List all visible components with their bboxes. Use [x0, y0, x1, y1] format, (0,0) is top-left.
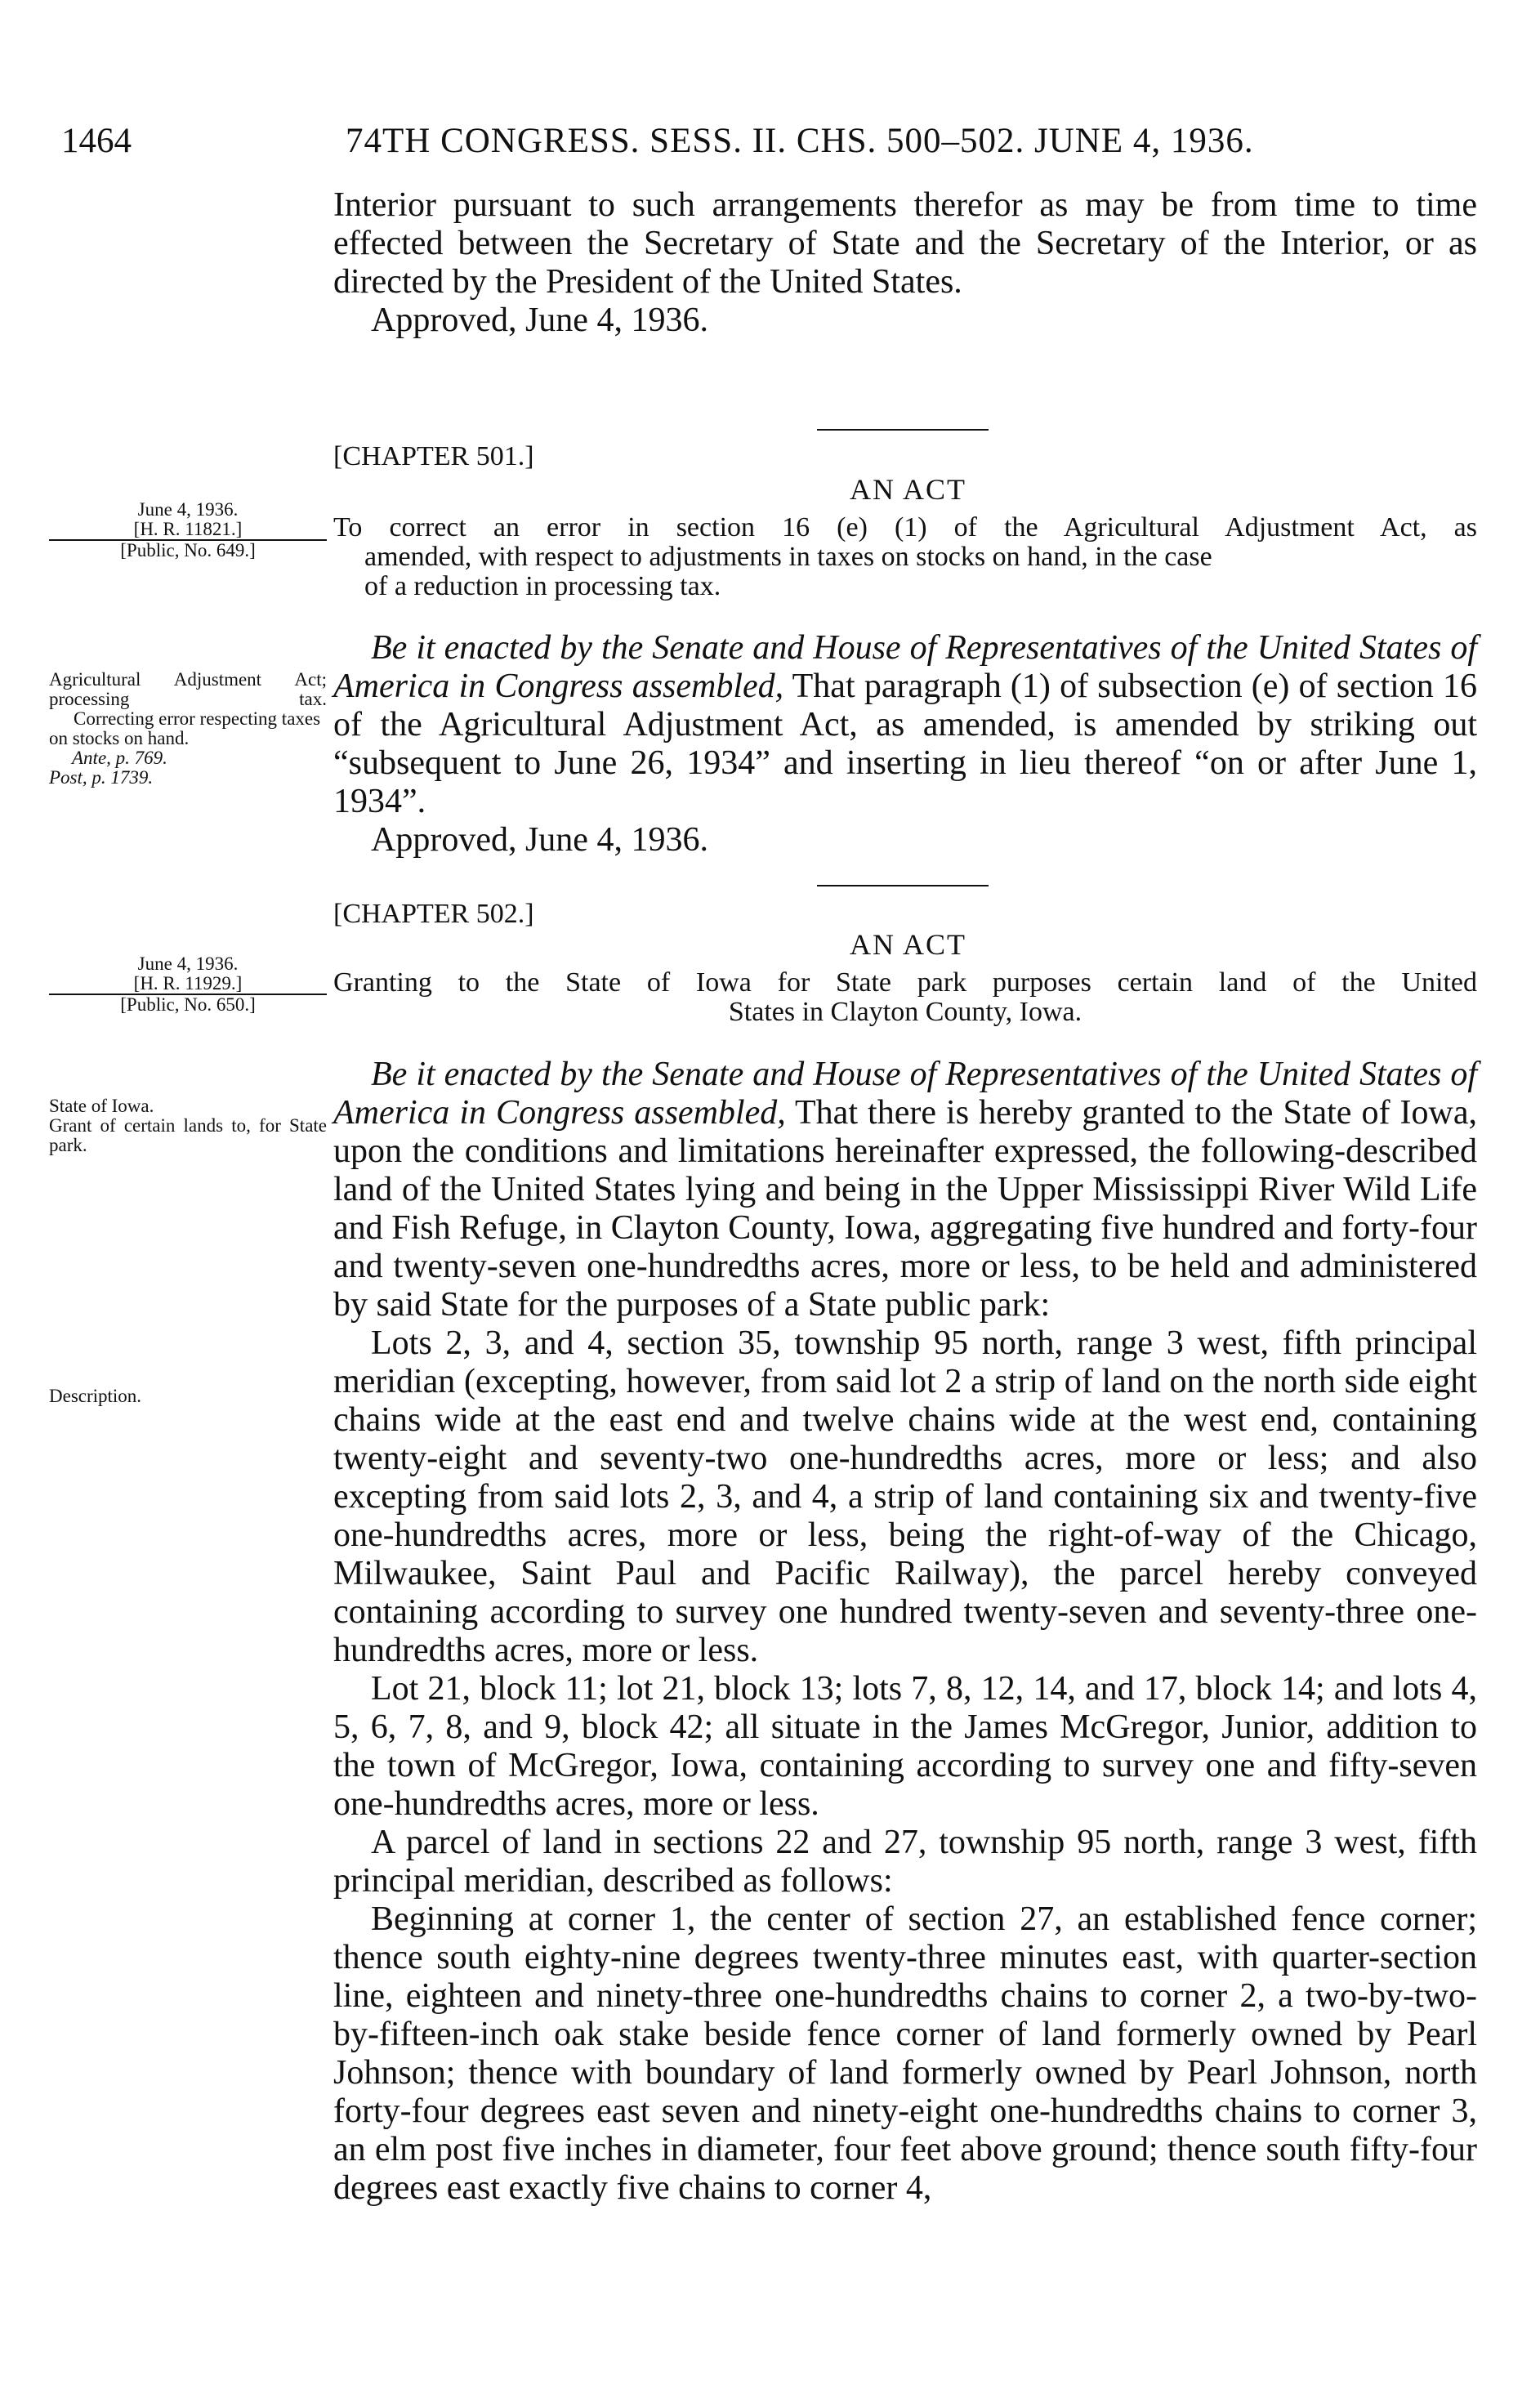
margin-public-law: [Public, No. 649.] — [120, 540, 256, 560]
chapter-502-margin-notes — [49, 1096, 327, 1155]
chapter-502-body — [333, 1056, 1477, 2208]
page-number: 1464 — [61, 122, 132, 160]
title-line: To correct an error in section 16 (e) (1) of the Agricultural Adjustment Act, as — [333, 512, 1477, 543]
divider-rule — [817, 429, 989, 431]
top-paragraph: Interior pursuant to such arrangements therefor as may be from time to time effected between the Secretary of State and the Secretary of the Interior, or as directed by the President of the United States. — [333, 186, 1477, 301]
margin-bill-number: [H. R. 11821.] — [49, 520, 327, 541]
running-head: 74TH CONGRESS. SESS. II. CHS. 500–502. JUNE 4, 1936. — [346, 122, 1254, 160]
top-continuation — [333, 186, 1477, 340]
chapter-501-margin-citation — [49, 500, 327, 560]
chapter-501-body-text: That paragraph (1) of subsection (e) of section 16 of the Agricultural Adjustment Act, as amended, is amended by striking out “subsequent to June 26, 1934” and inserting in lieu thereof “on or after June 1, 1934”. — [333, 668, 1477, 820]
margin-note: Correcting error respecting taxes on stocks on hand. — [49, 708, 321, 748]
chapter-502-margin-description — [49, 1387, 327, 1406]
margin-note: Grant of certain lands to, for State park. — [49, 1115, 327, 1155]
chapter-501-heading: [CHAPTER 501.] — [333, 441, 534, 471]
title-line: Granting to the State of Iowa for State park purposes certain land of the United — [333, 967, 1477, 998]
top-approved: Approved, June 4, 1936. — [371, 301, 708, 339]
enacting-clause: Be it enacted by the Senate and House of Representatives of the United States of America in Congress assembled, — [333, 1056, 1477, 1132]
chapter-501-approved: Approved, June 4, 1936. — [371, 821, 708, 859]
paragraph-parcel: A parcel of land in sections 22 and 27, township 95 north, range 3 west, fifth principal meridian, described as follows: — [333, 1824, 1477, 1900]
paragraph-lots: Lots 2, 3, and 4, section 35, township 95 north, range 3 west, fifth principal meridian (excepting, however, from said lot 2 a strip of land on the north side eight chains wide at the east end and twelve chains wide at the west end, containing twenty-eight and seventy-two one-hundredths acres, more or less; and also excepting from said lots 2, 3, and 4, a strip of land containing six and twenty-five one-hundredths acres, more or less, being the right-of-way of the Chicago, Milwaukee, Saint Paul and Pacific Railway), the parcel hereby conveyed containing according to survey one hundred twenty-seven and seventy-three one-hundredths acres, more or less. — [333, 1324, 1477, 1669]
margin-ante-reference: Ante, p. 769. — [72, 748, 167, 768]
margin-note: Agricultural Adjustment Act; processing tax. — [49, 669, 327, 709]
margin-post-reference: Post, p. 1739. — [49, 767, 154, 788]
chapter-501-margin-notes — [49, 670, 327, 788]
margin-description-note: Description. — [49, 1386, 142, 1406]
chapter-502-an-act: AN ACT — [850, 928, 967, 961]
chapter-502-enacting-paragraph — [333, 1056, 1477, 1324]
margin-date: June 4, 1936. — [137, 499, 239, 520]
margin-date: June 4, 1936. — [137, 953, 239, 974]
title-line: of a reduction in processing tax. — [364, 571, 721, 601]
chapter-501-enacting-paragraph — [333, 629, 1477, 821]
paragraph-beginning: Beginning at corner 1, the center of section 27, an established fence corner; thence south eighty-nine degrees twenty-three minutes east, with quarter-section line, eighteen and ninety-three one-hundredths chains to corner 2, a two-by-two-by-fifteen-inch oak stake beside fence corner of land formerly owned by Pearl Johnson; thence with boundary of land formerly owned by Pearl Johnson, north forty-four degrees east seven and ninety-eight one-hundredths chains to corner 3, an elm post five inches in diameter, four feet above ground; thence south fifty-four degrees east exactly five chains to corner 4, — [333, 1900, 1477, 2207]
page-header — [61, 121, 1479, 170]
chapter-501-an-act: AN ACT — [850, 473, 967, 506]
chapter-502-title — [333, 968, 1477, 1027]
title-line: States in Clayton County, Iowa. — [728, 997, 1082, 1027]
margin-public-law: [Public, No. 650.] — [120, 994, 256, 1015]
chapter-502-heading: [CHAPTER 502.] — [333, 899, 534, 929]
enacting-clause: Be it enacted by the Senate and House of Representatives of the United States of America in Congress assembled, — [333, 629, 1477, 705]
paragraph-lot-21: Lot 21, block 11; lot 21, block 13; lots 7, 8, 12, 14, and 17, block 14; and lots 4, 5, 6, 7, 8, and 9, block 42; all situate in the James McGregor, Junior, addition to the town of McGregor, Iowa, containing according to survey one and fifty-seven one-hundredths acres, more or less. — [333, 1670, 1477, 1823]
title-line: amended, with respect to adjustments in taxes on stocks on hand, in the case — [364, 542, 1212, 572]
chapter-501-body — [333, 629, 1477, 860]
chapter-502-margin-citation — [49, 954, 327, 1015]
chapter-501-title — [333, 513, 1477, 601]
margin-bill-number: [H. R. 11929.] — [49, 974, 327, 995]
chapter-502-body-text: That there is hereby granted to the State of Iowa, upon the conditions and limitations hereinafter expressed, the following-described land of the United States lying and being in the Upper Mississippi River Wild Life and Fish Refuge, in Clayton County, Iowa, aggregating five hundred and forty-four and twenty-seven one-hundredths acres, more or less, to be held and administered by said State for the purposes of a State public park: — [333, 1094, 1478, 1324]
divider-rule — [817, 885, 989, 886]
margin-note: State of Iowa. — [49, 1096, 154, 1116]
